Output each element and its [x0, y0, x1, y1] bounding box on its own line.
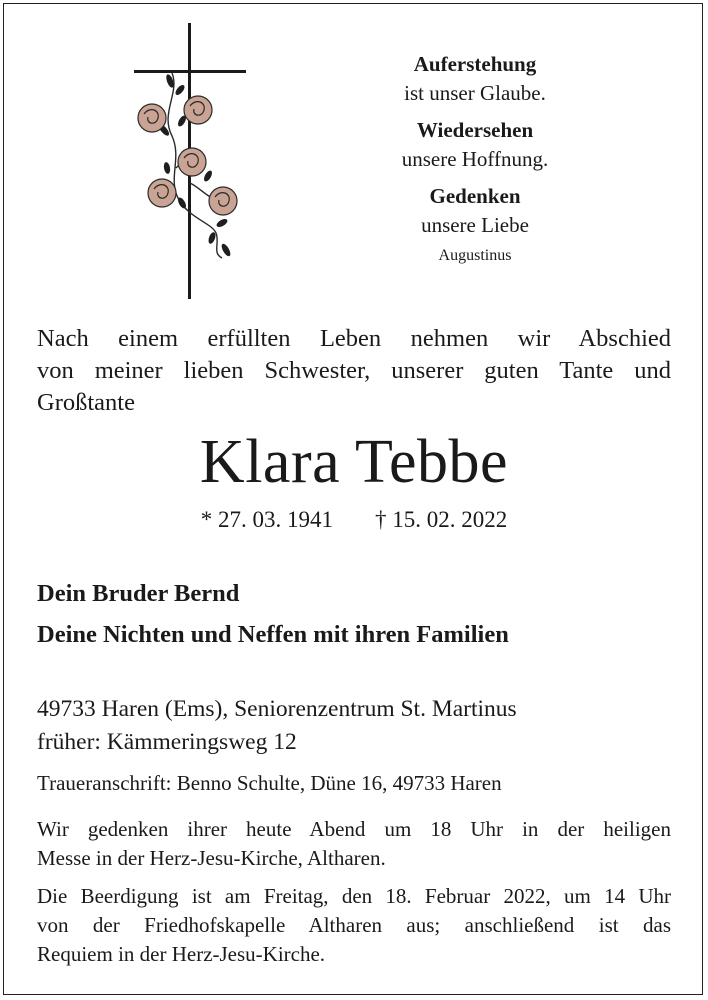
birth-date: * 27. 03. 1941 [200, 507, 333, 532]
mourning-address: Traueranschrift: Benno Schulte, Düne 16, 49733 Haren [37, 771, 502, 795]
quote-author: Augustinus [438, 247, 512, 264]
funeral-line-1: Die Beerdigung ist am Freitag, den 18. Februar 2022, um 14 Uhr [37, 884, 671, 908]
life-dates [0, 505, 708, 535]
intro-line-3: Großtante [37, 389, 135, 416]
quote-line-3: unsere Liebe [421, 213, 529, 237]
intro-line-2: von meiner lieben Schwester, unserer guten Tante und [37, 357, 671, 384]
quote-heading-2: Wiedersehen [416, 118, 534, 142]
mass-line-2: Messe in der Herz-Jesu-Kirche, Altharen. [37, 845, 386, 870]
address-line-1: 49733 Haren (Ems), Seniorenzentrum St. Martinus [37, 696, 517, 722]
deceased-name: Klara Tebbe [199, 428, 509, 496]
funeral-line-3: Requiem in der Herz-Jesu-Kirche. [37, 942, 326, 966]
cross-with-roses-icon [120, 18, 260, 308]
address-block [37, 693, 677, 759]
quote-heading-1: Auferstehung [413, 52, 537, 76]
intro-text [37, 323, 671, 419]
mass-notice [37, 815, 671, 872]
quote-line-2: unsere Hoffnung. [401, 147, 549, 171]
address-line-2: früher: Kämmeringsweg 12 [37, 729, 297, 755]
family-signatures [37, 573, 677, 655]
quote-heading-3: Gedenken [429, 184, 521, 208]
quote-block [360, 50, 590, 268]
mass-line-1: Wir gedenken ihrer heute Abend um 18 Uhr in der heiligen [37, 817, 671, 841]
family-line-2: Deine Nichten und Neffen mit ihren Familien [37, 621, 509, 648]
family-line-1: Dein Bruder Bernd [37, 580, 240, 607]
intro-line-1: Nach einem erfüllten Leben nehmen wir Abschied [37, 325, 671, 352]
funeral-line-2: von der Friedhofskapelle Altharen aus; anschließend ist das [37, 913, 671, 937]
death-date: † 15. 02. 2022 [375, 507, 508, 532]
funeral-notice [37, 882, 671, 969]
quote-line-1: ist unser Glaube. [404, 81, 546, 105]
